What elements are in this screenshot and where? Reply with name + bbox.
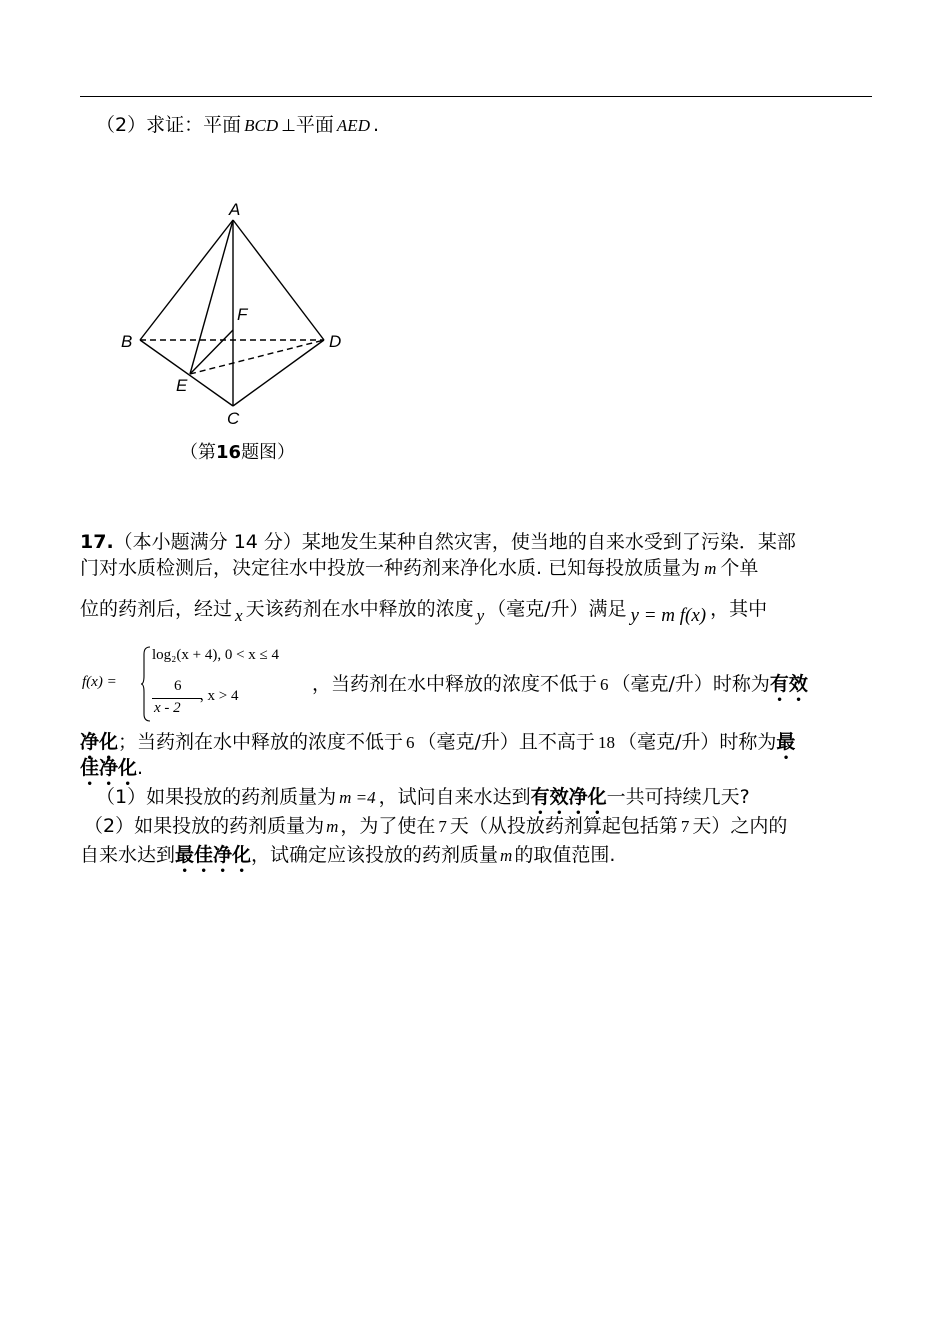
header-rule bbox=[80, 96, 872, 97]
q17-l2-text: 门对水质检测后，决定往水中投放一种药剂来净化水质. 已知每投放质量为 bbox=[80, 557, 701, 579]
term-effective: 有效 bbox=[769, 673, 808, 695]
part2-prefix: （2）求证：平面 bbox=[96, 114, 242, 136]
label-a: A bbox=[229, 200, 241, 219]
q17-l2-end: 个单 bbox=[720, 557, 759, 579]
caption-pre: （第 bbox=[180, 442, 216, 463]
label-d: D bbox=[329, 332, 342, 351]
var-x: x bbox=[235, 606, 243, 625]
num-6b: 6 bbox=[406, 733, 415, 752]
caption-num: 16 bbox=[216, 442, 242, 463]
q17-l5-c: （毫克/升）时称为 bbox=[617, 731, 777, 753]
term-best-purify: 最佳净化 bbox=[175, 844, 252, 866]
sub1-b: ，试问自来水达到 bbox=[378, 786, 531, 808]
num-18: 18 bbox=[597, 733, 615, 752]
edge-dc bbox=[233, 340, 324, 406]
q17-l3-b: 天该药剂在水中释放的浓度 bbox=[245, 598, 474, 620]
sub1-c: 一共可持续几天? bbox=[606, 786, 750, 808]
case-2-denominator: x - 2 bbox=[154, 700, 181, 716]
q17-line-4 bbox=[312, 671, 808, 706]
sub2-b: ，为了使在 bbox=[340, 815, 436, 837]
case-2-numerator: 6 bbox=[174, 678, 182, 694]
sub-question-2-cont bbox=[80, 842, 615, 877]
var-m-2: m bbox=[326, 817, 339, 836]
num-6: 6 bbox=[600, 675, 609, 694]
q17-line-1 bbox=[80, 529, 796, 555]
caption-post: 题图） bbox=[241, 442, 296, 463]
label-f: F bbox=[237, 305, 248, 324]
var-m: m bbox=[704, 559, 717, 578]
sub2-d: 天）之内的 bbox=[692, 815, 788, 837]
term-best-end: 佳净化 bbox=[80, 757, 138, 779]
q17-line-3 bbox=[80, 596, 768, 626]
edge-ab bbox=[140, 220, 233, 340]
sub1-a: （1）如果投放的药剂质量为 bbox=[96, 786, 337, 808]
q17-l4-b: （毫克/升）时称为 bbox=[611, 673, 770, 695]
piecewise-function bbox=[82, 642, 322, 724]
q17-l3-c: （毫克/升）满足 bbox=[487, 598, 627, 620]
m-equals-4: m =4 bbox=[339, 788, 376, 807]
term-purify: 净化 bbox=[80, 731, 119, 753]
part2-line bbox=[96, 112, 379, 139]
sub2-c: 天（从投放药剂算起包括第 bbox=[449, 815, 678, 837]
edge-bc bbox=[140, 340, 233, 406]
case-2-condition: , x > 4 bbox=[200, 688, 239, 704]
term-effective-purify: 有效净化 bbox=[530, 786, 607, 808]
part2-mid: 平面 bbox=[295, 114, 334, 136]
q17-l4-a: ，当药剂在水中释放的浓度不低于 bbox=[312, 673, 598, 695]
sub-question-2 bbox=[84, 813, 787, 840]
q17-line-5 bbox=[80, 729, 795, 764]
perp-symbol: ⊥ bbox=[281, 116, 296, 135]
q17-l5-a: ；当药剂在水中释放的浓度不低于 bbox=[118, 731, 404, 753]
term-best-start: 最 bbox=[776, 731, 796, 753]
part2-end: . bbox=[372, 114, 380, 136]
fraction-bar bbox=[152, 698, 202, 699]
var-m-3: m bbox=[500, 846, 513, 865]
formula-y-mfx: y = m f(x) bbox=[630, 605, 707, 626]
q17-l3-a: 位的药剂后，经过 bbox=[80, 598, 233, 620]
sub3-b: ，试确定应该投放的药剂质量 bbox=[251, 844, 499, 866]
sub3-c: 的取值范围. bbox=[514, 844, 616, 866]
q17-l5-b: （毫克/升）且不高于 bbox=[417, 731, 595, 753]
q17-line-2 bbox=[80, 555, 758, 582]
sub2-a: （2）如果投放的药剂质量为 bbox=[84, 815, 325, 837]
num-7b: 7 bbox=[680, 817, 690, 836]
left-brace bbox=[140, 646, 152, 722]
question-number: 17. bbox=[80, 531, 114, 553]
q17-l3-end: ，其中 bbox=[710, 598, 768, 620]
edge-ae bbox=[190, 220, 233, 374]
sub3-a: 自来水达到 bbox=[80, 844, 176, 866]
q17-intro: （本小题满分 14 分）某地发生某种自然灾害，使当地的自来水受到了污染．某部 bbox=[113, 531, 796, 553]
label-c: C bbox=[227, 409, 240, 428]
label-b: B bbox=[121, 332, 133, 351]
var-y: y bbox=[476, 606, 485, 625]
figure-caption bbox=[180, 438, 295, 464]
num-7: 7 bbox=[438, 817, 447, 836]
plane-bcd: BCD bbox=[244, 116, 279, 135]
q17-l6-end: . bbox=[137, 757, 144, 779]
edge-ed-dashed bbox=[190, 340, 324, 374]
f-lhs: f(x) = bbox=[82, 674, 117, 690]
plane-aed: AED bbox=[336, 116, 370, 135]
label-e: E bbox=[176, 376, 188, 395]
case-1: log₂(x + 4), 0 < x ≤ 4 bbox=[152, 647, 280, 663]
tetrahedron-figure bbox=[110, 195, 360, 435]
